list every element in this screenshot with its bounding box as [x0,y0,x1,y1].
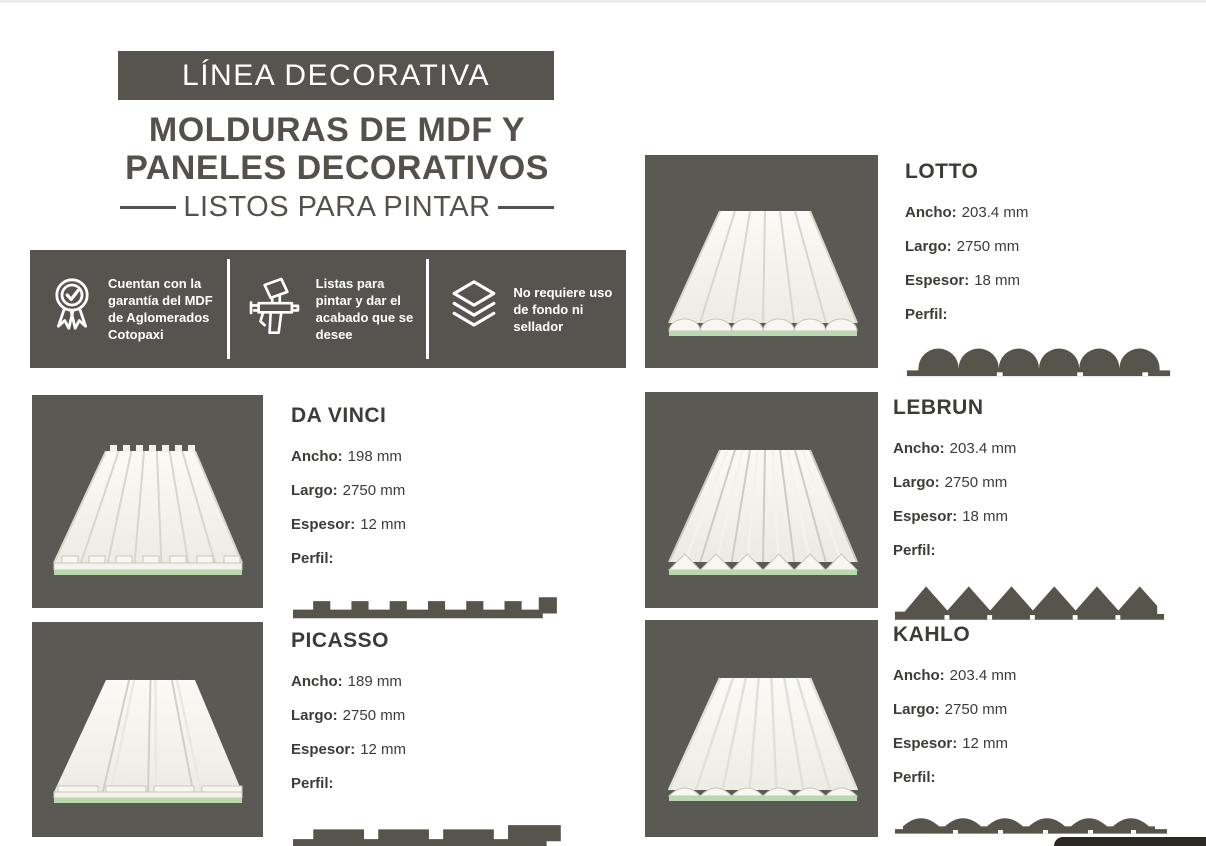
spec-largo: Largo: 2750 mm [905,238,1020,255]
spec-ancho: Ancho: 203.4 mm [893,440,1017,457]
spray-gun-icon [248,272,304,347]
product-name: LEBRUN [893,396,984,419]
spec-ancho: Ancho: 203.4 mm [905,204,1029,221]
subtitle-right-dash [498,206,554,209]
award-badge-icon [48,272,96,347]
top-edge-strip [0,0,1206,3]
spec-perfil: Perfil: [291,550,334,567]
page-title-line1: MOLDURAS DE MDF Y [148,111,526,149]
feature-bar [30,250,626,368]
feature-paint-text: Listas para pintar y dar el acabado que se desee [315,276,414,342]
feature-warranty [30,250,227,368]
stacked-layers-icon [447,277,501,342]
profile-drawing-kahlo [893,803,1173,839]
product-image-lebrun [645,392,878,608]
spec-largo: Largo: 2750 mm [893,701,1008,718]
spec-espesor: Espesor: 12 mm [893,735,1009,752]
page-subtitle [38,191,636,224]
feature-warranty-text: Cuentan con la garantía del MDF de Aglomerados Cotopaxi [108,276,213,342]
profile-drawing-davinci [291,584,573,622]
spec-largo: Largo: 2750 mm [291,707,406,724]
spec-ancho: Ancho: 198 mm [291,448,402,465]
product-name: DA VINCI [291,404,387,427]
bottom-right-corner-tab [1054,837,1206,846]
profile-drawing-picasso [291,809,575,846]
spec-espesor: Espesor: 12 mm [291,516,407,533]
spec-espesor: Espesor: 18 mm [893,508,1009,525]
spec-espesor: Espesor: 18 mm [905,272,1021,289]
spec-largo: Largo: 2750 mm [291,482,406,499]
spec-espesor: Espesor: 12 mm [291,741,407,758]
product-image-kahlo [645,620,878,837]
feature-paint [230,250,427,368]
spec-perfil: Perfil: [905,306,948,323]
page-title-line2: PANELES DECORATIVOS [125,149,549,187]
product-name: KAHLO [893,623,971,646]
product-name: LOTTO [905,160,979,183]
spec-perfil: Perfil: [291,775,334,792]
spec-perfil: Perfil: [893,769,936,786]
subtitle-text: LISTOS PARA PINTAR [183,191,491,223]
product-image-picasso [32,622,263,837]
banner-label: LÍNEA DECORATIVA [182,58,490,92]
spec-ancho: Ancho: 203.4 mm [893,667,1017,684]
spec-perfil: Perfil: [893,542,936,559]
product-image-davinci [32,395,263,608]
profile-drawing-lebrun [893,576,1165,622]
spec-largo: Largo: 2750 mm [893,474,1008,491]
subtitle-left-dash [120,206,176,209]
product-image-lotto [645,155,878,368]
spec-ancho: Ancho: 189 mm [291,673,402,690]
banner-linea-decorativa [118,51,554,100]
product-name: PICASSO [291,629,390,652]
profile-drawing-lotto [905,340,1173,378]
page-title [38,111,636,187]
feature-no-sealer-text: No requiere uso de fondo ni sellador [513,284,613,334]
feature-no-sealer [429,250,626,368]
